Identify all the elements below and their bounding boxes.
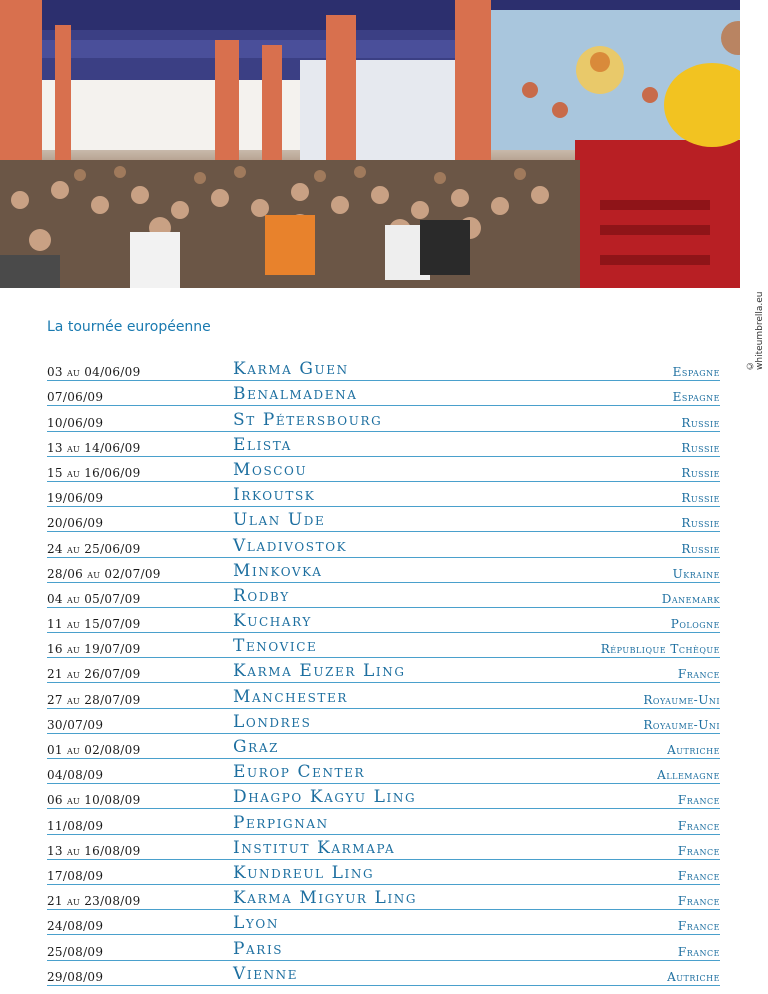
country-cell: Espagne bbox=[672, 365, 720, 380]
country-cell: Allemagne bbox=[657, 768, 720, 783]
city-cell: Europ Center bbox=[233, 762, 366, 783]
date-cell: 15 au 16/06/09 bbox=[47, 465, 141, 480]
country-cell: Russie bbox=[681, 440, 720, 455]
date-cell: 11/08/09 bbox=[47, 818, 104, 833]
city-cell: Karma Euzer Ling bbox=[233, 661, 406, 682]
country-cell: France bbox=[677, 793, 720, 808]
table-row bbox=[47, 507, 720, 532]
country-cell: Pologne bbox=[670, 617, 720, 632]
date-cell: 19/06/09 bbox=[47, 491, 104, 506]
table-row bbox=[47, 432, 720, 457]
table-row bbox=[47, 860, 720, 885]
table-row bbox=[47, 532, 720, 557]
city-cell: Londres bbox=[233, 711, 312, 732]
city-cell: Elista bbox=[233, 434, 292, 455]
city-cell: Rodby bbox=[233, 585, 290, 606]
date-cell: 13 au 14/06/09 bbox=[47, 440, 141, 455]
date-cell: 10/06/09 bbox=[47, 415, 104, 430]
table-row bbox=[47, 961, 720, 986]
page-title: La tournée européenne bbox=[47, 319, 211, 335]
country-cell: France bbox=[677, 843, 720, 858]
table-row bbox=[47, 910, 720, 935]
date-cell: 27 au 28/07/09 bbox=[47, 692, 141, 707]
date-cell: 06 au 10/08/09 bbox=[47, 793, 141, 808]
table-row bbox=[47, 709, 720, 734]
date-cell: 07/06/09 bbox=[47, 390, 104, 405]
table-row bbox=[47, 759, 720, 784]
date-cell: 17/08/09 bbox=[47, 868, 104, 883]
city-cell: Vienne bbox=[233, 963, 299, 984]
country-cell: France bbox=[677, 868, 720, 883]
city-cell: Graz bbox=[233, 737, 280, 757]
city-cell: Irkoutsk bbox=[233, 485, 316, 506]
city-cell: Manchester bbox=[233, 686, 348, 707]
date-cell: 04 au 05/07/09 bbox=[47, 591, 141, 606]
date-cell: 21 au 23/08/09 bbox=[47, 894, 141, 909]
country-cell: Autriche bbox=[667, 743, 720, 757]
city-cell: Karma Guen bbox=[233, 359, 349, 380]
country-cell: Ukraine bbox=[672, 566, 720, 581]
table-row bbox=[47, 608, 720, 633]
city-cell: Benalmadena bbox=[233, 384, 358, 405]
country-cell: France bbox=[677, 818, 720, 833]
table-row bbox=[47, 406, 720, 431]
date-cell: 21 au 26/07/09 bbox=[47, 667, 141, 682]
country-cell: Danemark bbox=[661, 591, 720, 606]
table-row bbox=[47, 734, 720, 759]
city-cell: Ulan Ude bbox=[233, 510, 326, 531]
table-row bbox=[47, 835, 720, 860]
country-cell: France bbox=[677, 919, 720, 934]
country-cell: Autriche bbox=[667, 969, 720, 984]
date-cell: 20/06/09 bbox=[47, 516, 104, 531]
table-row bbox=[47, 356, 720, 381]
table-row bbox=[47, 809, 720, 834]
table-row bbox=[47, 658, 720, 683]
country-cell: France bbox=[677, 944, 720, 959]
city-cell: Moscou bbox=[233, 459, 308, 480]
city-cell: Minkovka bbox=[233, 560, 323, 581]
country-cell: Russie bbox=[681, 415, 720, 430]
date-cell: 28/06 au 02/07/09 bbox=[47, 566, 161, 581]
country-cell: Royaume-Uni bbox=[643, 717, 720, 732]
table-row bbox=[47, 558, 720, 583]
date-cell: 04/08/09 bbox=[47, 768, 104, 783]
hall-photo bbox=[0, 0, 740, 288]
table-row bbox=[47, 482, 720, 507]
date-cell: 24/08/09 bbox=[47, 919, 104, 934]
city-cell: Institut Karmapa bbox=[233, 837, 396, 858]
country-cell: Russie bbox=[681, 541, 720, 556]
country-cell: Espagne bbox=[672, 390, 720, 405]
table-row bbox=[47, 381, 720, 406]
country-cell: France bbox=[677, 894, 720, 909]
city-cell: Dhagpo Kagyu Ling bbox=[233, 787, 417, 808]
date-cell: 29/08/09 bbox=[47, 969, 104, 984]
table-row bbox=[47, 633, 720, 658]
table-row bbox=[47, 885, 720, 910]
date-cell: 03 au 04/06/09 bbox=[47, 365, 141, 380]
city-cell: Lyon bbox=[233, 913, 279, 934]
city-cell: Perpignan bbox=[233, 812, 329, 833]
table-row bbox=[47, 683, 720, 708]
city-cell: Karma Migyur Ling bbox=[233, 888, 418, 909]
country-cell: Russie bbox=[681, 465, 720, 480]
country-cell: République Tchèque bbox=[600, 642, 720, 657]
date-cell: 01 au 02/08/09 bbox=[47, 743, 141, 757]
city-cell: Kuchary bbox=[233, 611, 312, 632]
date-cell: 13 au 16/08/09 bbox=[47, 843, 141, 858]
date-cell: 30/07/09 bbox=[47, 717, 104, 732]
tour-schedule bbox=[47, 356, 720, 986]
photo-credit: © whiteumbrella.eu bbox=[745, 291, 765, 370]
city-cell: St Pétersbourg bbox=[233, 409, 383, 430]
table-row bbox=[47, 935, 720, 960]
table-row bbox=[47, 457, 720, 482]
city-cell: Vladivostok bbox=[233, 535, 348, 556]
country-cell: Russie bbox=[681, 491, 720, 506]
city-cell: Kundreul Ling bbox=[233, 862, 375, 883]
table-row bbox=[47, 784, 720, 809]
country-cell: Royaume-Uni bbox=[643, 692, 720, 707]
date-cell: 24 au 25/06/09 bbox=[47, 541, 141, 556]
date-cell: 25/08/09 bbox=[47, 944, 104, 959]
city-cell: Tenovice bbox=[233, 636, 318, 657]
country-cell: France bbox=[677, 667, 720, 682]
hall-photo-illustration bbox=[0, 0, 740, 288]
table-row bbox=[47, 583, 720, 608]
date-cell: 11 au 15/07/09 bbox=[47, 617, 141, 632]
date-cell: 16 au 19/07/09 bbox=[47, 642, 141, 657]
country-cell: Russie bbox=[681, 516, 720, 531]
city-cell: Paris bbox=[233, 938, 284, 959]
